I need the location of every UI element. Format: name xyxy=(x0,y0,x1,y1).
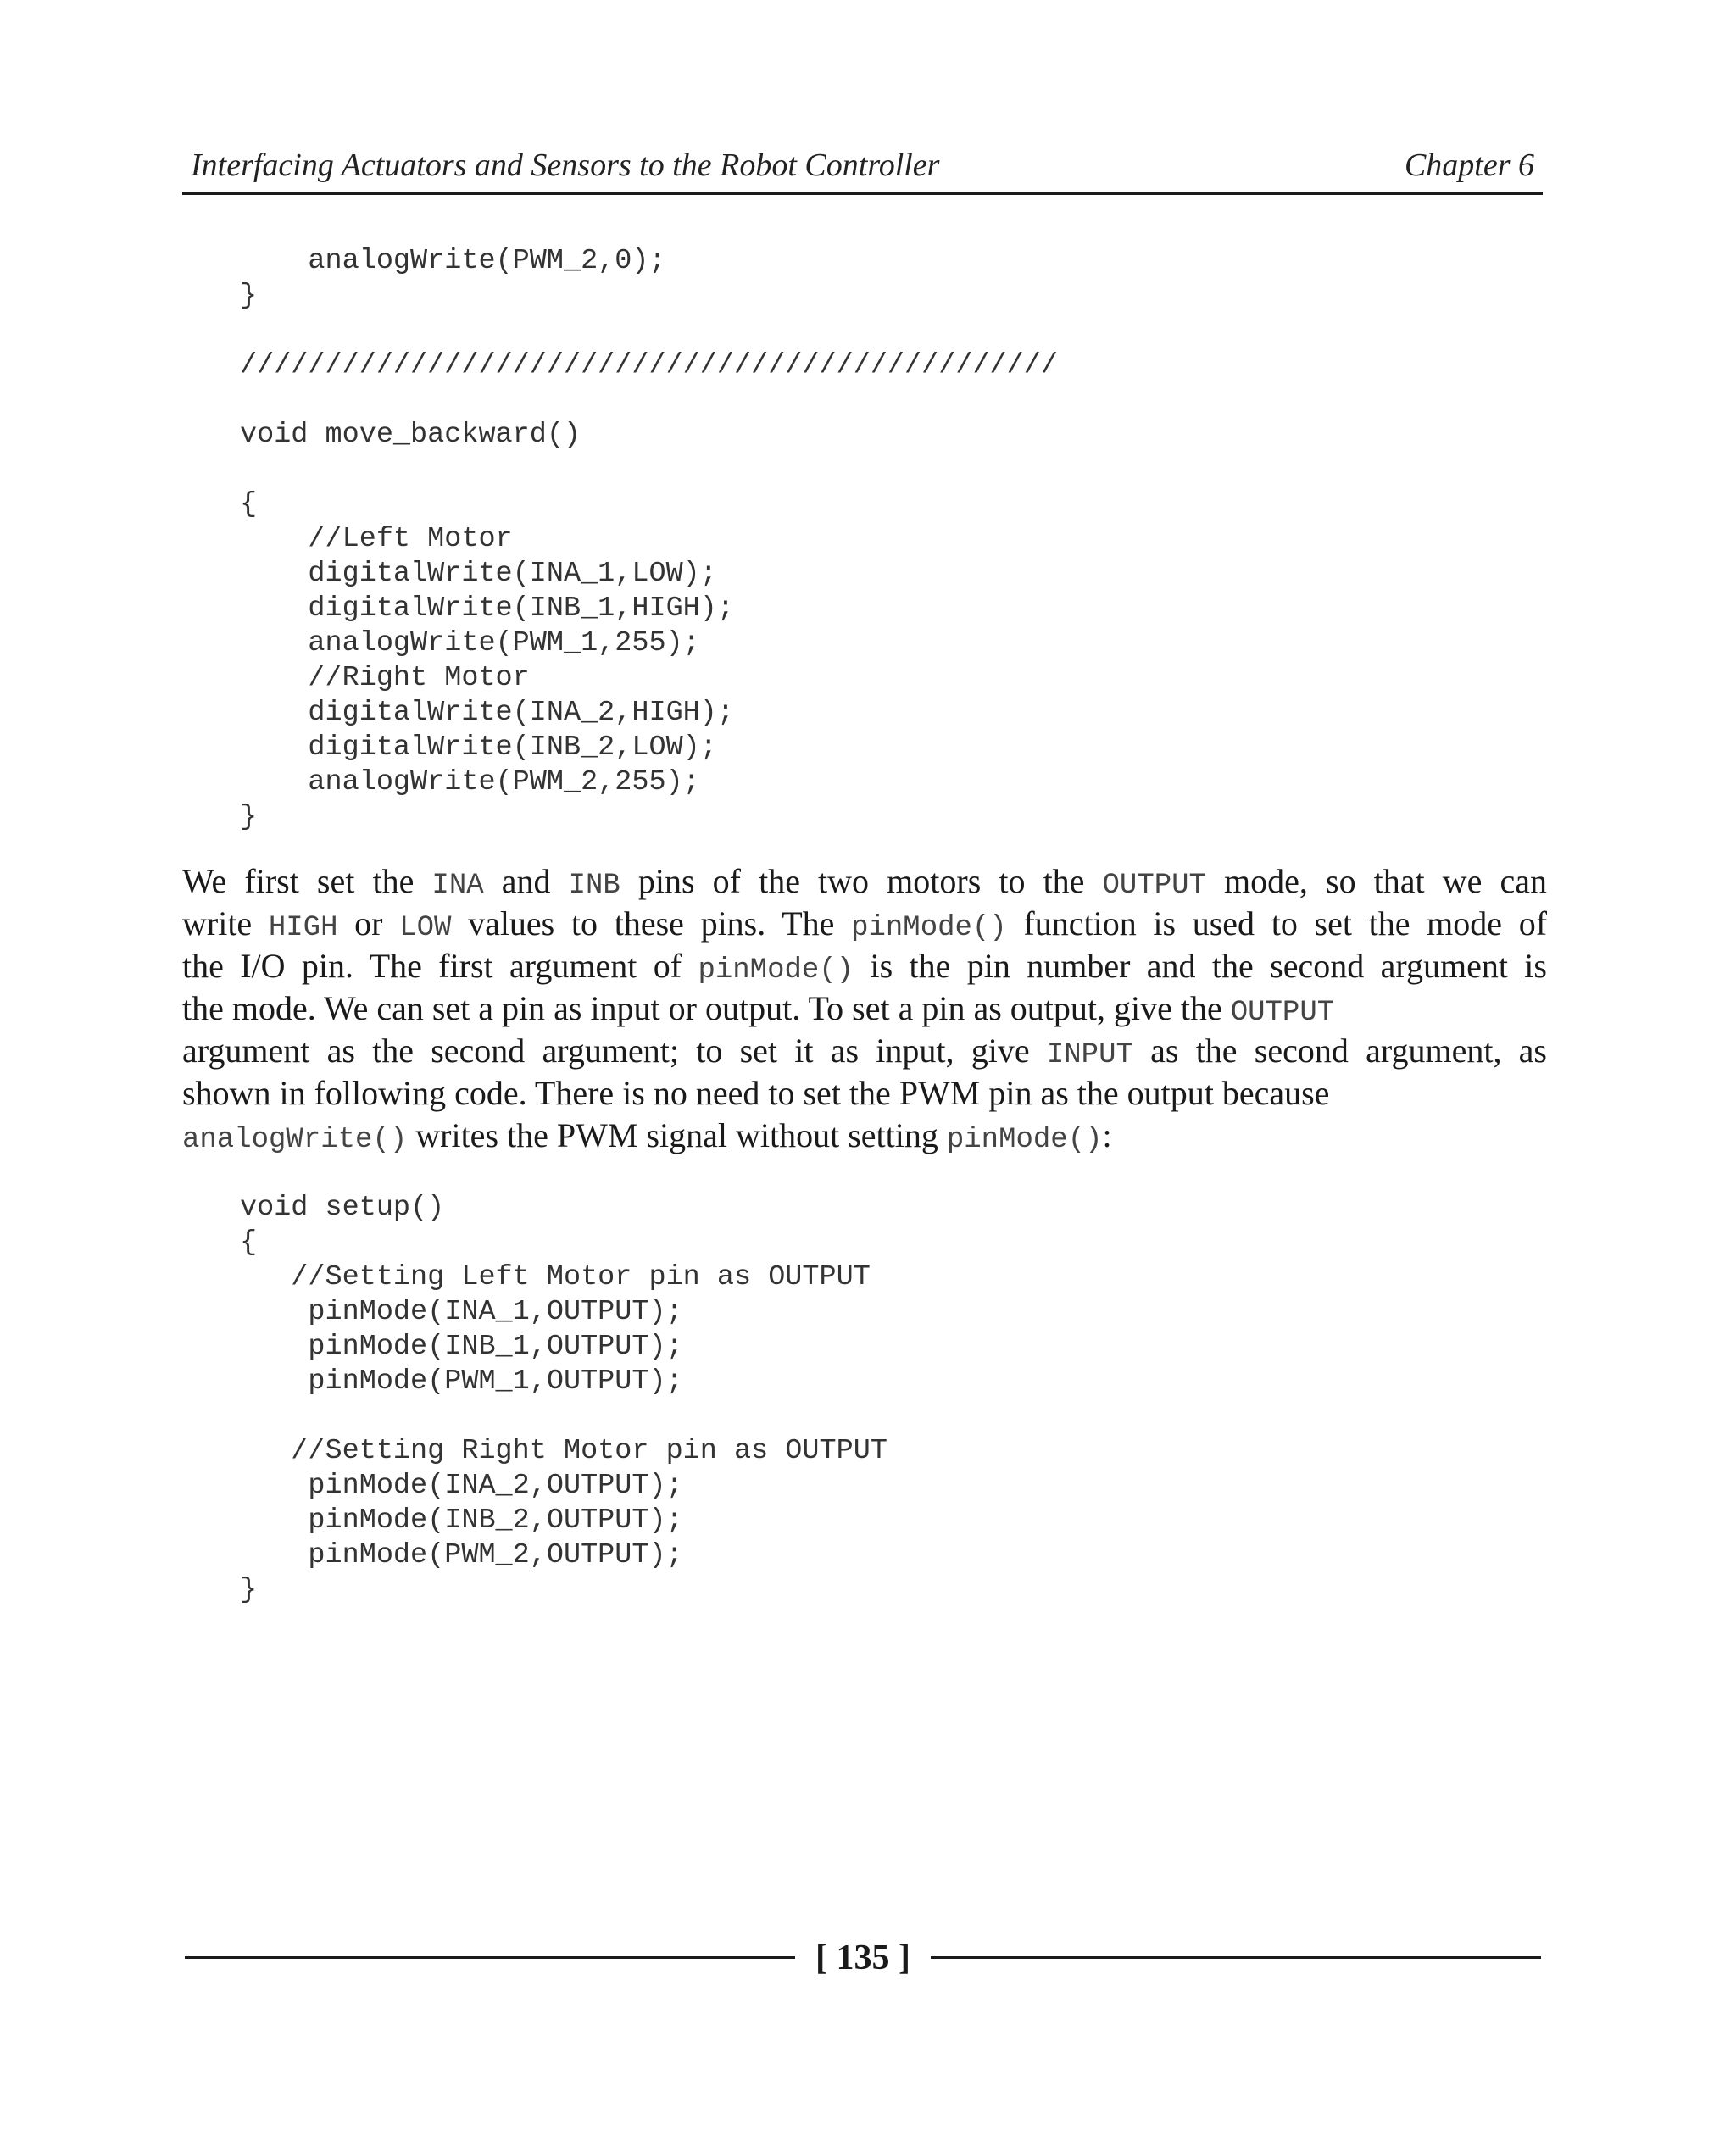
text-run: or xyxy=(337,904,400,943)
code-line: digitalWrite(INB_1,HIGH); xyxy=(240,592,734,625)
inline-code: HIGH xyxy=(268,912,338,944)
page-number: [ 135 ] xyxy=(815,1938,910,1977)
code-line: void setup() xyxy=(240,1192,445,1224)
header-chapter: Chapter 6 xyxy=(1404,147,1534,183)
code-line: pinMode(INB_1,OUTPUT); xyxy=(240,1331,683,1363)
page-footer xyxy=(185,1934,1541,1982)
paragraph-line xyxy=(182,987,1547,1030)
header-title: Interfacing Actuators and Sensors to the Robot Controller xyxy=(191,147,940,183)
inline-code: pinMode() xyxy=(698,954,854,987)
code-line: pinMode(PWM_2,OUTPUT); xyxy=(240,1539,683,1571)
code-line: analogWrite(PWM_2,255); xyxy=(240,766,700,798)
code-line: //Right Motor xyxy=(240,662,530,694)
inline-code: INB xyxy=(568,870,620,902)
text-run: : xyxy=(1102,1116,1112,1154)
code-line: { xyxy=(240,488,258,520)
text-run: values to these pins. The xyxy=(451,904,852,943)
text-run: argument as the second argument; to set it as input, give xyxy=(182,1032,1047,1070)
code-line: pinMode(INB_2,OUTPUT); xyxy=(240,1504,683,1537)
paragraph-line xyxy=(182,1072,1547,1115)
text-run: We first set the xyxy=(182,862,432,900)
code-line: digitalWrite(INA_1,LOW); xyxy=(240,558,717,590)
text-run: function is used to set the mode of xyxy=(1006,904,1547,943)
inline-code: LOW xyxy=(399,912,452,944)
inline-code: INPUT xyxy=(1046,1039,1133,1071)
paragraph-line xyxy=(182,1115,1547,1157)
text-run: is the pin number and the second argument is xyxy=(854,947,1547,985)
code-line: } xyxy=(240,801,258,833)
inline-code: INA xyxy=(431,870,484,902)
paragraph-line xyxy=(182,945,1547,987)
code-line: digitalWrite(INA_2,HIGH); xyxy=(240,697,734,729)
code-line: { xyxy=(240,1226,258,1259)
inline-code: pinMode() xyxy=(851,912,1007,944)
code-line: pinMode(PWM_1,OUTPUT); xyxy=(240,1365,683,1398)
code-line: analogWrite(PWM_2,0); xyxy=(240,245,666,277)
code-line: //////////////////////////////////////////////// xyxy=(240,349,1058,381)
text-run: and xyxy=(483,862,569,900)
text-run: mode, so that we can xyxy=(1205,862,1547,900)
code-blank-line xyxy=(240,453,1058,487)
paragraph-line xyxy=(182,903,1547,945)
code-line: void move_backward() xyxy=(240,419,581,451)
text-run: the mode. We can set a pin as input or output. To set a pin as output, give the xyxy=(182,989,1231,1027)
footer-rule-left xyxy=(185,1956,795,1959)
code-blank-line xyxy=(240,1399,887,1434)
footer-rule-right xyxy=(931,1956,1541,1959)
text-run: the I/O pin. The first argument of xyxy=(182,947,698,985)
code-line: pinMode(INA_1,OUTPUT); xyxy=(240,1296,683,1328)
code-block-move-backward xyxy=(240,244,1058,835)
running-header xyxy=(182,140,1543,195)
code-line: //Setting Left Motor pin as OUTPUT xyxy=(240,1261,871,1293)
code-blank-line xyxy=(240,383,1058,418)
code-line: digitalWrite(INB_2,LOW); xyxy=(240,731,717,764)
text-run: write xyxy=(182,904,269,943)
code-line: pinMode(INA_2,OUTPUT); xyxy=(240,1470,683,1502)
code-line: } xyxy=(240,1574,258,1606)
code-blank-line xyxy=(240,314,1058,348)
code-line: //Setting Right Motor pin as OUTPUT xyxy=(240,1435,887,1467)
paragraph-line xyxy=(182,860,1547,903)
inline-code: OUTPUT xyxy=(1102,870,1206,902)
inline-code: OUTPUT xyxy=(1230,997,1335,1029)
paragraph-line xyxy=(182,1030,1547,1072)
text-run: pins of the two motors to the xyxy=(620,862,1103,900)
code-block-setup xyxy=(240,1191,887,1608)
code-line: analogWrite(PWM_1,255); xyxy=(240,627,700,659)
text-run: shown in following code. There is no need to set the PWM pin as the output because xyxy=(182,1074,1330,1112)
text-run: as the second argument, as xyxy=(1132,1032,1547,1070)
code-line: } xyxy=(240,280,258,312)
inline-code: pinMode() xyxy=(946,1124,1103,1156)
inline-code: analogWrite() xyxy=(182,1124,408,1156)
body-paragraph xyxy=(182,860,1547,1157)
code-line: //Left Motor xyxy=(240,523,513,555)
text-run: writes the PWM signal without setting xyxy=(407,1116,947,1154)
